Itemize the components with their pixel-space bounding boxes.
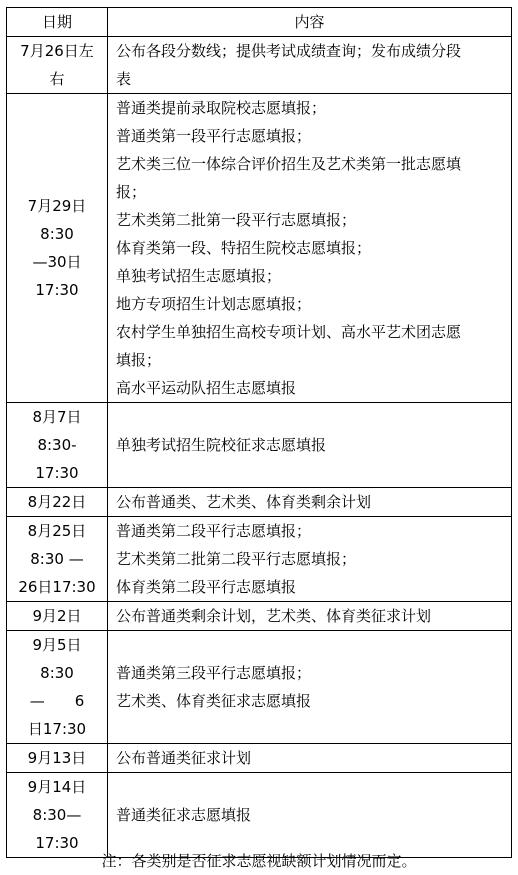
date-line: — 6 [29,692,85,710]
table-row [7,773,512,858]
table-row [7,744,512,773]
table-row [7,631,512,744]
table-row [7,517,512,602]
date-cell [7,773,108,858]
content-line: 报； [116,183,147,201]
content-cell [108,602,512,631]
table-row [7,403,512,488]
table-row [7,94,512,403]
content-line: 普通类第二段平行志愿填报； [116,522,312,540]
date-line: 17:30 [35,464,79,482]
date-cell [7,602,108,631]
date-line: 7月26日左 [20,42,94,60]
table-row [7,37,512,94]
date-line: 8月22日 [27,493,87,511]
content-line: 艺术类、体育类征求志愿填报 [116,692,312,710]
table-row [7,602,512,631]
content-line: 艺术类三位一体综合评价招生及艺术类第一批志愿填 [116,155,462,173]
date-line: 7月29日 [27,197,87,215]
content-cell [108,94,512,403]
date-cell [7,744,108,773]
content-line: 地方专项招生计划志愿填报； [116,295,312,313]
content-cell [108,517,512,602]
content-line: 农村学生单独招生高校专项计划、高水平艺术团志愿 [116,323,462,341]
content-cell [108,403,512,488]
date-line: 9月13日 [27,749,87,767]
date-cell [7,488,108,517]
content-line: 单独考试招生院校征求志愿填报 [116,436,327,454]
date-line: 右 [49,70,65,88]
content-cell [108,488,512,517]
content-line: 公布普通类征求计划 [116,749,252,767]
content-line: 单独考试招生志愿填报； [116,267,282,285]
table-row [7,488,512,517]
content-line: 体育类第二段平行志愿填报 [116,578,297,596]
date-line: 8:30 — [30,550,84,568]
date-line: 17:30 [35,281,79,299]
content-line: 普通类征求志愿填报 [116,806,252,824]
date-line: 日17:30 [27,720,87,738]
content-line: 体育类第一段、特招生院校志愿填报； [116,239,372,257]
date-cell [7,631,108,744]
date-cell [7,517,108,602]
date-line: 9月5日 [32,636,82,654]
content-line: 艺术类第二批第一段平行志愿填报； [116,211,357,229]
date-line: 26日17:30 [18,578,96,596]
date-line: 8月25日 [27,522,87,540]
date-line: 9月14日 [27,778,87,796]
content-line: 普通类提前录取院校志愿填报； [116,99,327,117]
content-line: 填报； [116,351,162,369]
date-line: 17:30 [35,834,79,852]
date-line: 9月2日 [32,607,82,625]
content-line: 公布普通类剩余计划，艺术类、体育类征求计划 [116,607,432,625]
table-header-row [7,8,512,37]
schedule-table [6,7,512,858]
content-line: 艺术类第二批第二段平行志愿填报； [116,550,357,568]
date-line: 8:30- [37,436,77,454]
date-cell [7,94,108,403]
content-line: 普通类第一段平行志愿填报； [116,127,312,145]
date-line: 8:30 [40,664,74,682]
footnote: 注：各类别是否征求志愿视缺额计划情况而定。 [101,852,417,870]
content-line: 普通类第三段平行志愿填报； [116,664,312,682]
date-line: 8:30 [40,225,74,243]
date-cell [7,37,108,94]
header-date: 日期 [7,8,108,37]
content-line: 高水平运动队招生志愿填报 [116,379,297,397]
content-line: 公布普通类、艺术类、体育类剩余计划 [116,493,372,511]
date-line: 8:30— [32,806,82,824]
content-cell [108,631,512,744]
header-content: 内容 [108,8,512,37]
content-line: 表 [116,70,132,88]
content-cell [108,773,512,858]
date-line: —30日 [32,253,82,271]
content-cell [108,37,512,94]
content-cell [108,744,512,773]
date-cell [7,403,108,488]
date-line: 8月7日 [32,408,82,426]
content-line: 公布各段分数线；提供考试成绩查询；发布成绩分段 [116,42,462,60]
